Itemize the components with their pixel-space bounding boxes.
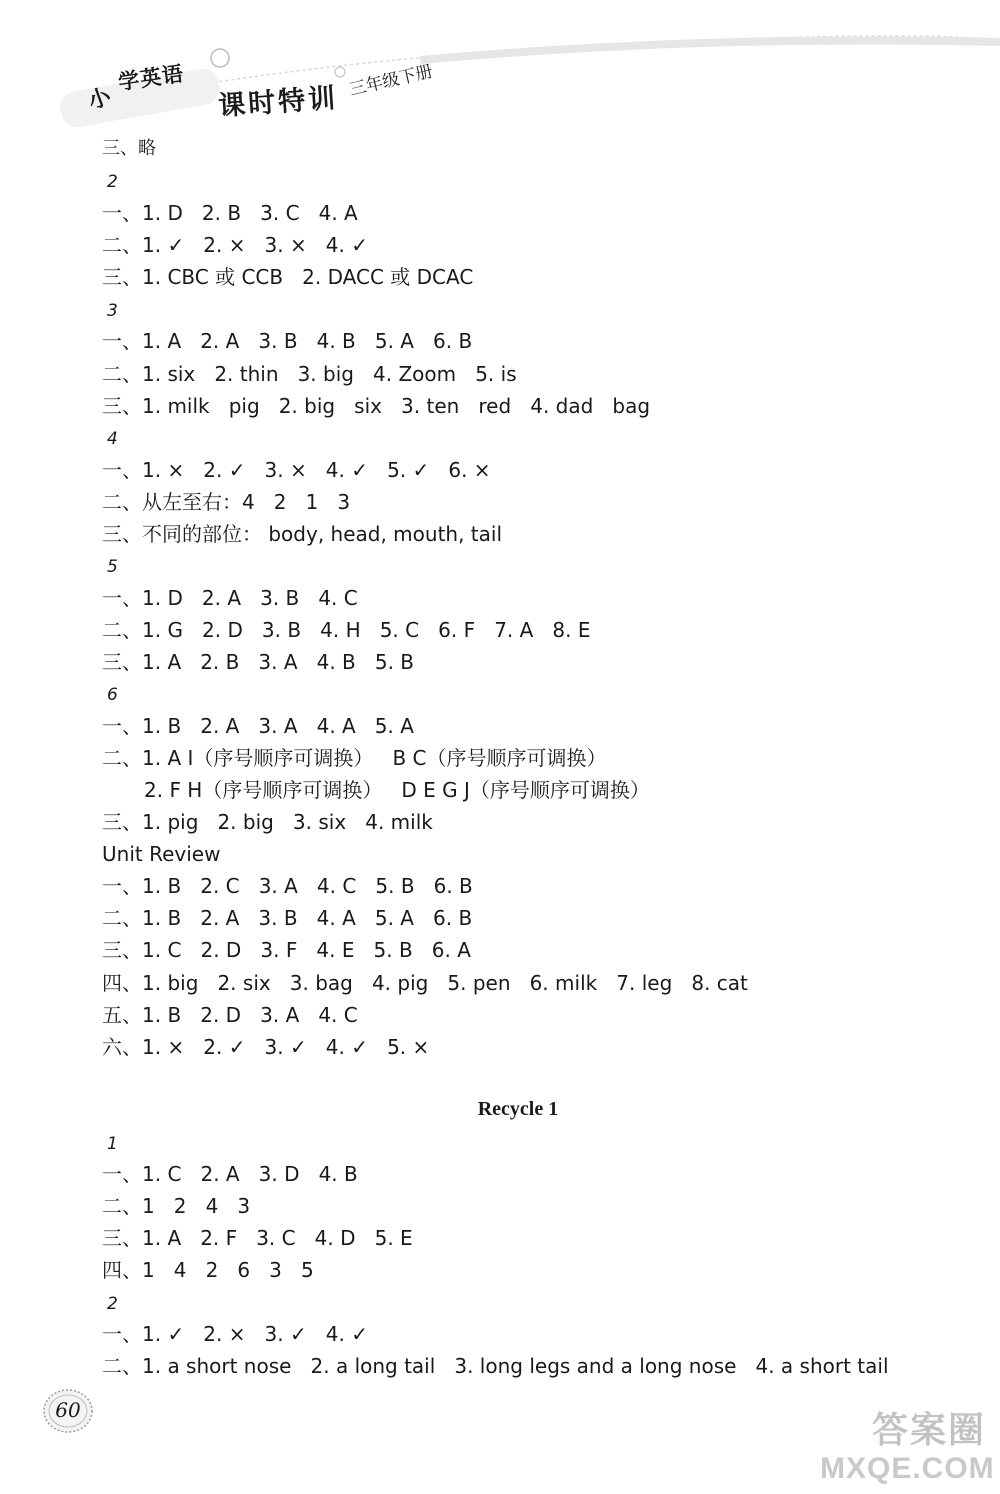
answer-line: 四、1. big 2. six 3. bag 4. pig 5. pen 6. milk 7. leg 8. cat bbox=[102, 971, 748, 995]
answer-line: 二、1. B 2. A 3. B 4. A 5. A 6. B bbox=[102, 906, 473, 930]
section-number: 6 bbox=[107, 685, 118, 705]
answer-line: 二、1. six 2. thin 3. big 4. Zoom 5. is bbox=[102, 362, 517, 386]
answer-line: 一、1. D 2. A 3. B 4. C bbox=[102, 586, 358, 610]
header-title: 课时特训 bbox=[217, 82, 340, 123]
answer-line: 四、1 4 2 6 3 5 bbox=[102, 1258, 314, 1282]
answer-line: 二、1. A I（序号顺序可调换） B C（序号顺序可调换） bbox=[102, 746, 607, 770]
watermark bbox=[820, 1400, 998, 1492]
section-number: 3 bbox=[107, 301, 118, 321]
answer-line: 六、1. × 2. ✓ 3. ✓ 4. ✓ 5. × bbox=[102, 1035, 430, 1059]
answer-line: 二、1 2 4 3 bbox=[102, 1194, 251, 1218]
header-xueyingyu: 学英语 bbox=[116, 60, 186, 95]
header-grade: 三年级下册 bbox=[347, 61, 435, 101]
unit-review-heading: Unit Review bbox=[102, 842, 221, 866]
answer-line: 三、1. A 2. F 3. C 4. D 5. E bbox=[102, 1226, 413, 1250]
watermark-bottom: MXQE.COM bbox=[820, 1452, 995, 1485]
answer-line: 三、1. milk pig 2. big six 3. ten red 4. dad bag bbox=[102, 394, 651, 418]
answer-line: 三、1. C 2. D 3. F 4. E 5. B 6. A bbox=[102, 938, 471, 962]
section-number: 2 bbox=[107, 1294, 118, 1314]
section-number: 1 bbox=[107, 1134, 118, 1154]
answer-line: 三、1. CBC 或 CCB 2. DACC 或 DCAC bbox=[102, 265, 474, 289]
answer-line: 二、1. G 2. D 3. B 4. H 5. C 6. F 7. A 8. E bbox=[102, 618, 591, 642]
answer-line: 一、1. D 2. B 3. C 4. A bbox=[102, 201, 358, 225]
page-number-text: 60 bbox=[55, 1398, 81, 1422]
page-number bbox=[42, 1388, 94, 1434]
answer-line: 三、略 bbox=[102, 138, 156, 159]
answer-line: 一、1. A 2. A 3. B 4. B 5. A 6. B bbox=[102, 329, 473, 353]
answer-line: 二、从左至右：4 2 1 3 bbox=[102, 490, 351, 514]
answer-line: 一、1. B 2. A 3. A 4. A 5. A bbox=[102, 714, 414, 738]
page-header bbox=[0, 0, 1000, 130]
answer-line: 2. F H（序号顺序可调换） D E G J（序号顺序可调换） bbox=[144, 778, 650, 802]
section-number: 5 bbox=[107, 557, 118, 577]
answer-line: 三、1. pig 2. big 3. six 4. milk bbox=[102, 810, 433, 834]
answer-line: 三、不同的部位： body, head, mouth, tail bbox=[102, 522, 503, 546]
answer-line: 二、1. a short nose 2. a long tail 3. long legs and a long nose 4. a short tail bbox=[102, 1354, 889, 1378]
recycle-title: Recycle 1 bbox=[477, 1098, 559, 1120]
answer-line: 一、1. ✓ 2. × 3. ✓ 4. ✓ bbox=[102, 1322, 369, 1346]
answer-line: 一、1. C 2. A 3. D 4. B bbox=[102, 1162, 358, 1186]
answer-line: 一、1. B 2. C 3. A 4. C 5. B 6. B bbox=[102, 874, 473, 898]
answer-line: 五、1. B 2. D 3. A 4. C bbox=[102, 1003, 358, 1027]
answer-line: 三、1. A 2. B 3. A 4. B 5. B bbox=[102, 650, 415, 674]
watermark-top: 答案圈 bbox=[872, 1410, 987, 1451]
header-xiao: 小 bbox=[84, 82, 115, 115]
section-number: 2 bbox=[107, 172, 118, 192]
section-number: 4 bbox=[107, 429, 118, 449]
answer-line: 一、1. × 2. ✓ 3. × 4. ✓ 5. ✓ 6. × bbox=[102, 458, 491, 482]
answer-line: 二、1. ✓ 2. × 3. × 4. ✓ bbox=[102, 233, 369, 257]
